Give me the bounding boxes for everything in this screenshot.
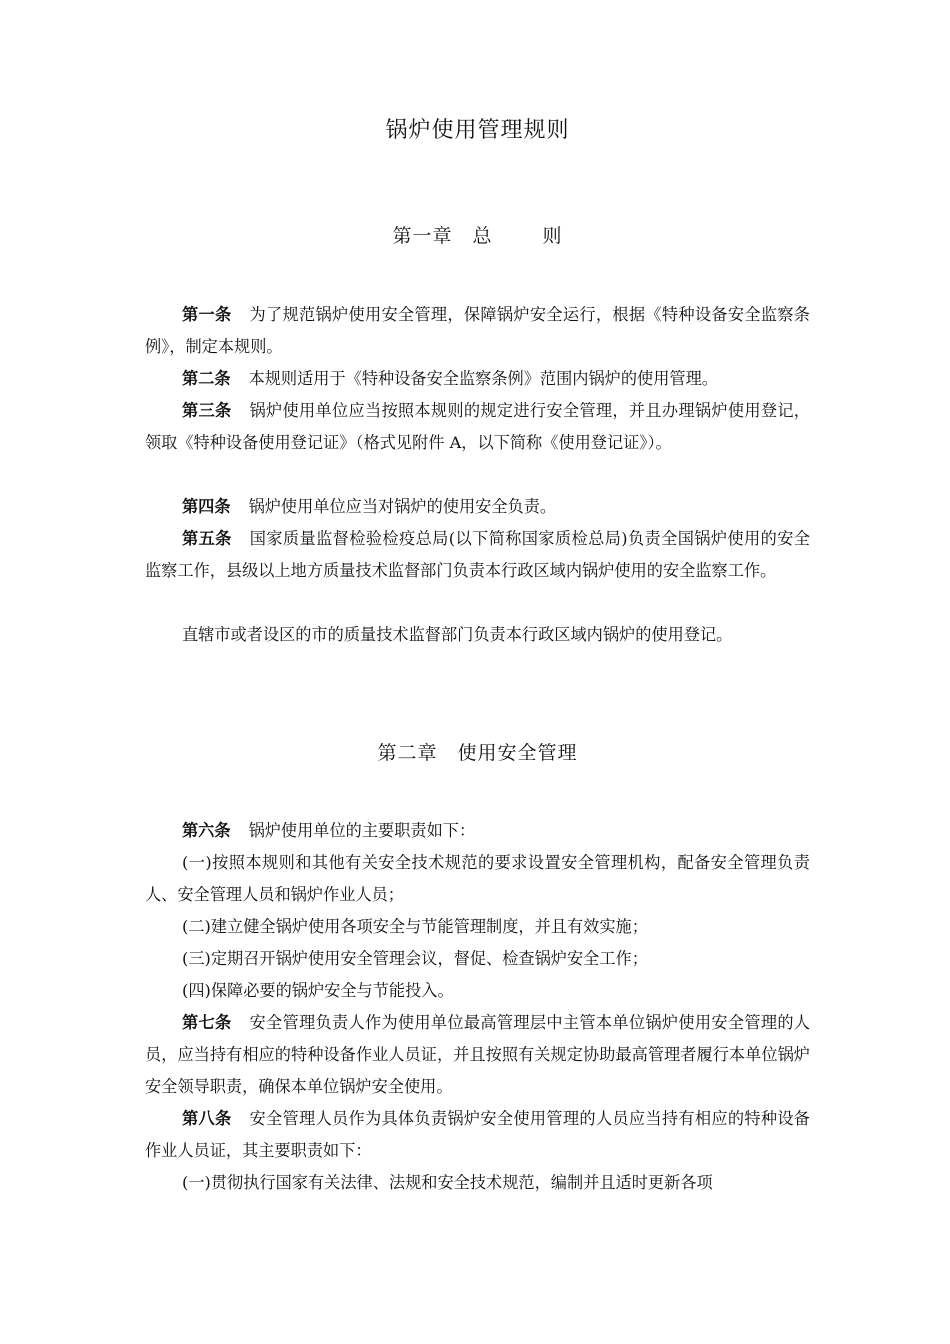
article-number: 第四条 xyxy=(182,497,231,516)
article-paragraph xyxy=(145,491,810,523)
article-number: 第二条 xyxy=(182,369,231,388)
article-number: 第一条 xyxy=(182,305,232,324)
article-paragraph xyxy=(145,1007,810,1103)
article-paragraph xyxy=(145,395,810,459)
list-item-text: (四)保障必要的锅炉安全与节能投入。 xyxy=(182,981,454,1000)
chapter-label: 第一章 xyxy=(392,225,453,247)
article-paragraph xyxy=(145,523,810,587)
paragraph-text: 直辖市或者设区的市的质量技术监督部门负责本行政区域内锅炉的使用登记。 xyxy=(182,625,733,644)
article-paragraph xyxy=(145,815,810,847)
article-text: 安全管理人员作为具体负责锅炉安全使用管理的人员应当持有相应的特种设备作业人员证，其主要职责如下： xyxy=(145,1109,810,1160)
article-number: 第三条 xyxy=(182,401,232,420)
article-paragraph xyxy=(145,299,810,363)
list-item-text: (一)按照本规则和其他有关安全技术规范的要求设置安全管理机构，配备安全管理负责人、安全管理人员和锅炉作业人员； xyxy=(145,853,810,904)
article-paragraph xyxy=(145,363,810,395)
article-number: 第六条 xyxy=(182,821,231,840)
article-number: 第五条 xyxy=(182,529,232,548)
list-item xyxy=(145,1167,810,1199)
article-text: 锅炉使用单位应当对锅炉的使用安全负责。 xyxy=(248,497,557,516)
chapter-name-2: 则 xyxy=(542,225,563,247)
list-item-text: (一)贯彻执行国家有关法律、法规和安全技术规范，编制并且适时更新各项 xyxy=(182,1173,713,1192)
article-text: 锅炉使用单位应当按照本规则的规定进行安全管理，并且办理锅炉使用登记，领取《特种设备使用登记证》（格式见附件 A，以下简称《使用登记证》）。 xyxy=(145,401,810,452)
document-title: 锅炉使用管理规则 xyxy=(385,118,570,143)
list-item xyxy=(145,975,810,1007)
article-text: 锅炉使用单位的主要职责如下： xyxy=(248,821,476,840)
article-text: 国家质量监督检验检疫总局(以下简称国家质检总局)负责全国锅炉使用的安全监察工作，县级以上地方质量技术监督部门负责本行政区域内锅炉使用的安全监察工作。 xyxy=(145,529,810,580)
article-number: 第八条 xyxy=(182,1109,232,1128)
chapter-heading-2 xyxy=(145,739,810,767)
article-text: 为了规范锅炉使用安全管理，保障锅炉安全运行，根据《特种设备安全监察条例》，制定本规则。 xyxy=(145,305,810,356)
chapter-label: 第二章 xyxy=(377,742,438,764)
chapter-name: 总 xyxy=(472,225,493,247)
article-text: 本规则适用于《特种设备安全监察条例》范围内锅炉的使用管理。 xyxy=(248,369,718,388)
list-item xyxy=(145,847,810,911)
list-item-text: (三)定期召开锅炉使用安全管理会议，督促、检查锅炉安全工作； xyxy=(182,949,648,968)
chapter-heading-1 xyxy=(145,222,810,250)
list-item-text: (二)建立健全锅炉使用各项安全与节能管理制度，并且有效实施； xyxy=(182,917,648,936)
list-item xyxy=(145,943,810,975)
list-item xyxy=(145,911,810,943)
article-text: 安全管理负责人作为使用单位最高管理层中主管本单位锅炉使用安全管理的人员，应当持有相应的特种设备作业人员证，并且按照有关规定协助最高管理者履行本单位锅炉安全领导职责，确保本单位锅炉安全使用。 xyxy=(145,1013,810,1096)
article-paragraph xyxy=(145,1103,810,1167)
chapter-name: 使用安全管理 xyxy=(457,742,578,764)
article-number: 第七条 xyxy=(182,1013,232,1032)
text-paragraph xyxy=(145,619,810,651)
